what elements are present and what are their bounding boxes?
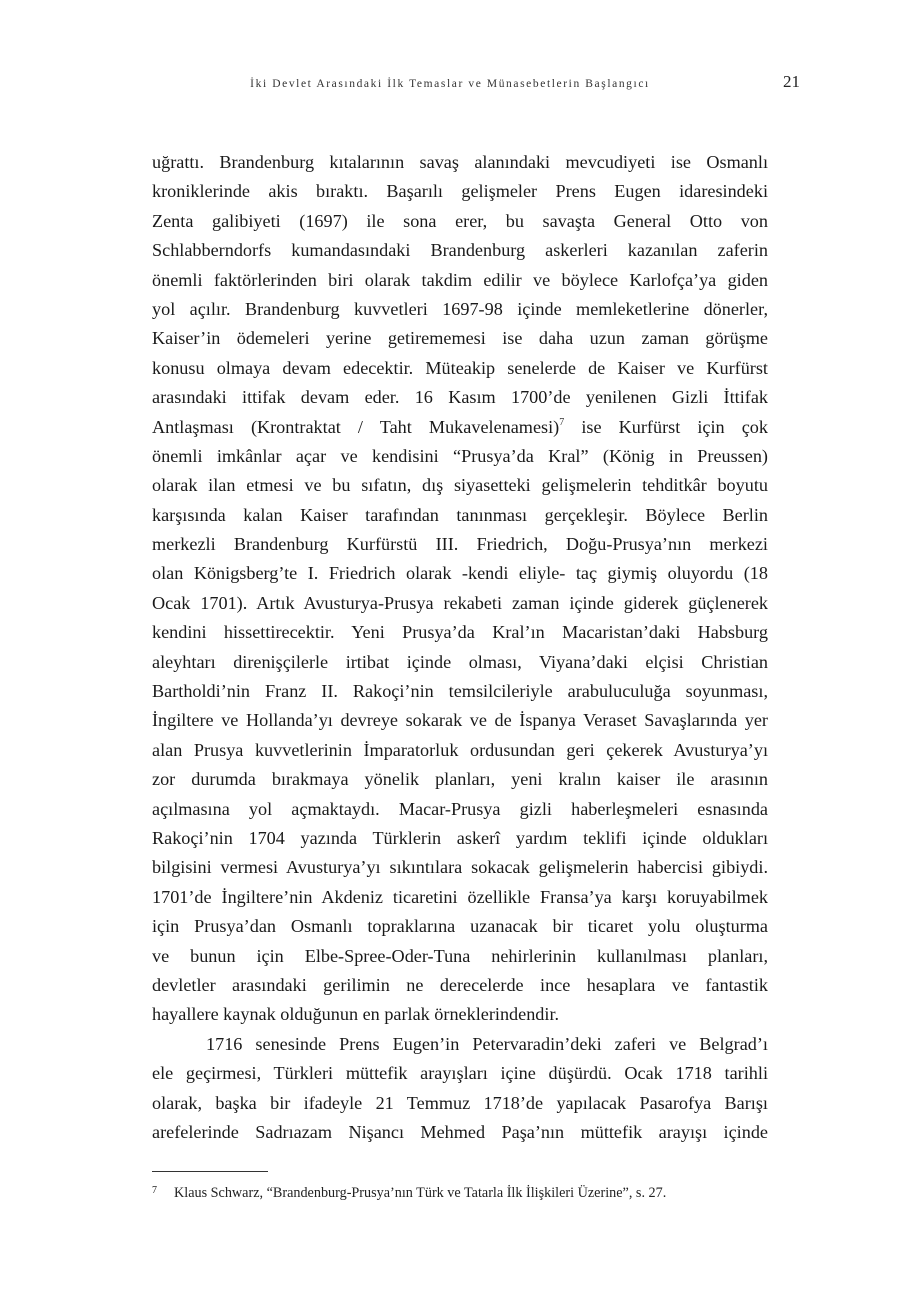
text-fragment: ise Kurfürst için çok — [564, 416, 768, 437]
text-line: karşısında kalan Kaiser tarafından tanınması gerçekleşir. Böylece Berlin — [152, 504, 768, 525]
text-line: kendini hissettirecektir. Yeni Prusya’da Kral’ın Macaristan’daki Habsburg — [152, 622, 768, 643]
text-line: Bartholdi’nin Franz II. Rakoçi’nin temsilcileriyle arabuluculuğa soyunması, — [152, 681, 768, 702]
footnote — [152, 1183, 768, 1203]
text-line: konusu olmaya devam edecektir. Müteakip senelerde de Kaiser ve Kurfürst — [152, 357, 768, 378]
text-line: merkezli Brandenburg Kurfürstü III. Friedrich, Doğu-Prusya’nın merkezi — [152, 534, 768, 555]
text-line: Ocak 1701). Artık Avusturya-Prusya rekabeti zaman içinde giderek güçlenerek — [152, 592, 768, 613]
text-line: Schlabberndorfs kumandasındaki Brandenburg askerleri kazanılan zaferin — [152, 240, 768, 261]
text-line: açılmasına yol açmaktaydı. Macar-Prusya gizli haberleşmeleri esnasında — [152, 798, 768, 819]
text-line: bilgisini vermesi Avusturya’yı sıkıntılara sokacak gelişmelerin habercisi gibiydi. — [152, 857, 768, 878]
text-line: Zenta galibiyeti (1697) ile sona erer, bu savaşta General Otto von — [152, 210, 768, 231]
text-line: 1716 senesinde Prens Eugen’in Petervaradin’deki zaferi ve Belgrad’ı — [206, 1033, 768, 1054]
text-line: arefelerinde Sadrıazam Nişancı Mehmed Paşa’nın müttefik arayışı içinde — [152, 1121, 768, 1142]
text-line: hayallere kaynak olduğunun en parlak örneklerindendir. — [152, 1004, 560, 1025]
footnote-text: Klaus Schwarz, “Brandenburg-Prusya’nın Türk ve Tatarla İlk İlişkileri Üzerine”, s. 27. — [174, 1185, 667, 1201]
text-line: alan Prusya kuvvetlerinin İmparatorluk ordusundan geri çekerek Avusturya’yı — [152, 739, 768, 760]
text-line: zor durumda bırakmaya yönelik planları, yeni kralın kaiser ile arasının — [152, 769, 768, 790]
text-line: ele geçirmesi, Türkleri müttefik arayışları içine düşürdü. Ocak 1718 tarihli — [152, 1063, 768, 1084]
text-fragment: Antlaşması (Krontraktat / Taht Mukavelenamesi) — [152, 416, 560, 437]
text-line: önemli faktörlerinden biri olarak takdim edilir ve böylece Karlofça’ya giden — [152, 269, 768, 290]
text-line: arasındaki ittifak devam eder. 16 Kasım 1700’de yenilenen Gizli İttifak — [152, 387, 768, 408]
body-text — [152, 148, 768, 1147]
text-line: önemli imkânlar açar ve kendisini “Prusya’da Kral” (König in Preussen) — [152, 445, 768, 466]
footnote-marker: 7 — [152, 1185, 157, 1196]
text-line: olarak, başka bir ifadeyle 21 Temmuz 1718’de yapılacak Pasarofya Barışı — [152, 1092, 768, 1113]
text-line: için Prusya’dan Osmanlı topraklarına uzanacak bir ticaret yolu oluşturma — [152, 916, 768, 937]
text-line: kroniklerinde akis bıraktı. Başarılı gelişmeler Prens Eugen idaresindeki — [152, 181, 768, 202]
text-line-with-footnote — [152, 413, 768, 442]
text-line: olan Königsberg’te I. Friedrich olarak -kendi eliyle- taç giymiş oluyordu (18 — [152, 563, 768, 584]
text-line: olarak ilan etmesi ve bu sıfatın, dış siyasetteki gelişmelerin tehditkâr boyutu — [152, 475, 768, 496]
text-line: 1701’de İngiltere’nin Akdeniz ticaretini özellikle Fransa’ya karşı koruyabilmek — [152, 886, 768, 907]
text-line: uğrattı. Brandenburg kıtalarının savaş alanındaki mevcudiyeti ise Osmanlı — [152, 152, 768, 172]
running-head: İki Devlet Arasındaki İlk Temaslar ve Münasebetlerin Başlangıcı — [250, 78, 650, 90]
text-line: devletler arasındaki gerilimin ne derecelerde ince hesaplara ve fantastik — [152, 974, 768, 995]
text-line: yol açılır. Brandenburg kuvvetleri 1697-98 içinde memleketlerine dönerler, — [152, 298, 768, 319]
page-number: 21 — [783, 72, 800, 91]
footnote-divider — [152, 1171, 268, 1172]
footnote-reference[interactable]: 7 — [559, 416, 565, 428]
text-line: aleyhtarı direnişçilerle irtibat içinde olması, Viyana’daki elçisi Christian — [152, 651, 768, 672]
text-line: İngiltere ve Hollanda’yı devreye sokarak ve de İspanya Veraset Savaşlarında yer — [152, 710, 768, 731]
text-line: ve bunun için Elbe-Spree-Oder-Tuna nehirlerinin kullanılması planları, — [152, 945, 768, 966]
text-line: Kaiser’in ödemeleri yerine getirememesi ise daha uzun zaman görüşme — [152, 328, 768, 349]
text-line: Rakoçi’nin 1704 yazında Türklerin askerî yardım teklifi içinde oldukları — [152, 827, 768, 848]
